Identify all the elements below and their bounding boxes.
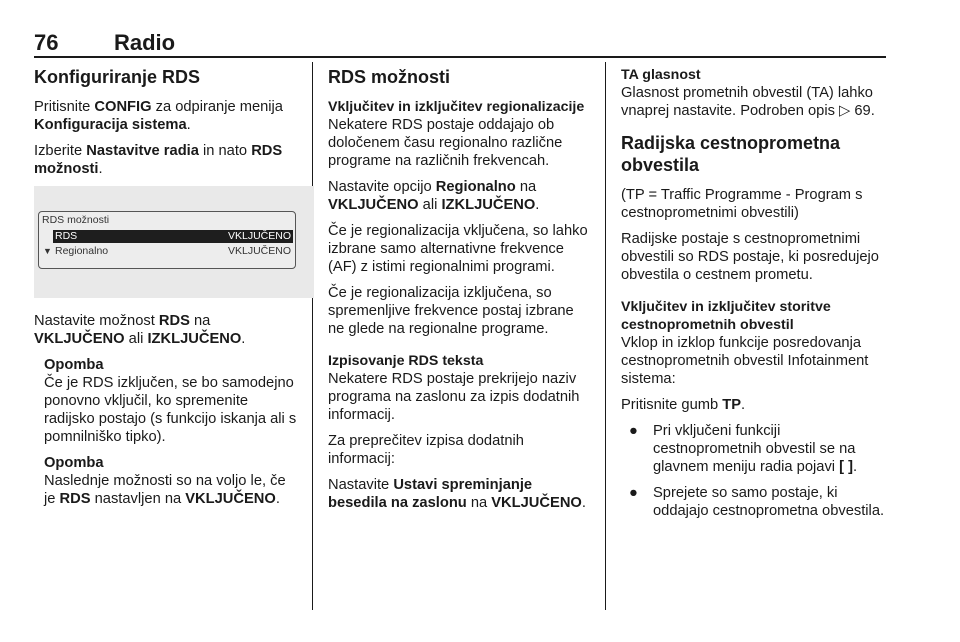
paragraph: Za preprečitev izpisa dodatnih informacij: (328, 433, 524, 467)
note-text: Če je RDS izključen, se bo samodejno ponovno vključil, ko spremenite radijsko postajo (s funkcijo iskanja ali s pomnilniško tipko). (44, 375, 297, 445)
note-text: Naslednje možnosti so na voljo le, če je RDS nastavljen na VKLJUČENO. (44, 473, 286, 507)
chapter-title: Radio (114, 30, 176, 55)
paragraph: Nastavite Ustavi spreminjanje besedila na zaslonu na VKLJUČENO. (328, 477, 586, 511)
rds-screen-title: RDS možnosti (42, 214, 110, 226)
paragraph-config: Pritisnite CONFIG za odpiranje menija Konfiguracija sistema. (34, 99, 283, 133)
bullet-icon: ● (629, 485, 638, 501)
subheading-storitev: Vključitev in izključitev storitve cestnoprometnih obvestil (621, 299, 831, 333)
paragraph: Nastavite opcijo Regionalno na VKLJUČENO ali IZKLJUČENO. (328, 179, 540, 213)
page-header (34, 30, 886, 56)
list-item: ● Pri vključeni funkciji cestnoprometnih obvestil se na glavnem meniju radia pojavi [ ]. (629, 423, 858, 475)
note-title: Opomba (44, 357, 104, 373)
note-2 (44, 454, 300, 508)
paragraph: Radijske postaje s cestnoprometnimi obvestili so RDS postaje, ki posredujejo obvestila o cestnem prometu. (621, 231, 879, 283)
column-2 (328, 66, 594, 520)
subheading-ta-glasnost: TA glasnost (621, 67, 701, 83)
bullet-list (621, 422, 887, 520)
rds-screen-image (34, 186, 314, 298)
column-1 (34, 66, 300, 516)
paragraph: (TP = Traffic Programme - Program s cestnoprometnimi obvestili) (621, 187, 863, 221)
paragraph: Glasnost prometnih obvestil (TA) lahko vnaprej nastavite. Podroben opis ▷ 69. (621, 85, 875, 119)
paragraph: Pritisnite gumb TP. (621, 397, 746, 413)
rds-screen-row-regionalno: ▼ Regionalno VKLJUČENO (43, 245, 291, 257)
page-reference-arrow-icon[interactable]: ▷ 69 (839, 103, 871, 119)
section-heading-cestnoprometna: Radijska cestnoprometna obvestila (621, 133, 841, 175)
paragraph: Nekatere RDS postaje oddajajo ob določenem času regionalno različne programe na različnih frekvencah. (328, 117, 563, 169)
rds-screen-frame (38, 211, 296, 269)
page-number: 76 (34, 30, 59, 55)
note-title: Opomba (44, 455, 104, 471)
paragraph: Če je regionalizacija vključena, so lahko izbrane samo alternativne frekvence (AF) z istimi regionalnimi programi. (328, 223, 588, 275)
paragraph-izberite: Izberite Nastavitve radia in nato RDS možnosti. (34, 143, 283, 177)
paragraph-nastavite-rds: Nastavite možnost RDS na VKLJUČENO ali IZKLJUČENO. (34, 313, 246, 347)
triangle-down-icon: ▼ (43, 246, 52, 256)
column-divider-2 (605, 62, 606, 610)
paragraph: Če je regionalizacija izključena, so spremenljive frekvence postaj izbrane ne glede na regionalne programe. (328, 285, 574, 337)
section-heading-rds-moznosti: RDS možnosti (328, 67, 451, 87)
header-rule (34, 56, 886, 58)
subheading-regionalizacija: Vključitev in izključitev regionalizacije (328, 99, 585, 115)
column-3 (621, 66, 887, 528)
bullet-icon: ● (629, 423, 638, 439)
list-item: ● Sprejete so samo postaje, ki oddajajo cestnoprometna obvestila. (629, 485, 885, 519)
paragraph: Nekatere RDS postaje prekrijejo naziv programa na zaslonu za izpis dodatnih informacij. (328, 371, 580, 423)
note-1 (44, 356, 300, 446)
column-divider-1 (312, 62, 313, 610)
rds-screen-row-rds: RDS VKLJUČENO (55, 230, 291, 242)
subheading-izpisovanje: Izpisovanje RDS teksta (328, 353, 484, 369)
section-heading-konfiguriranje: Konfiguriranje RDS (34, 67, 201, 87)
paragraph: Vklop in izklop funkcije posredovanja cestnoprometnih obvestil Infotainment sistema: (621, 335, 869, 387)
